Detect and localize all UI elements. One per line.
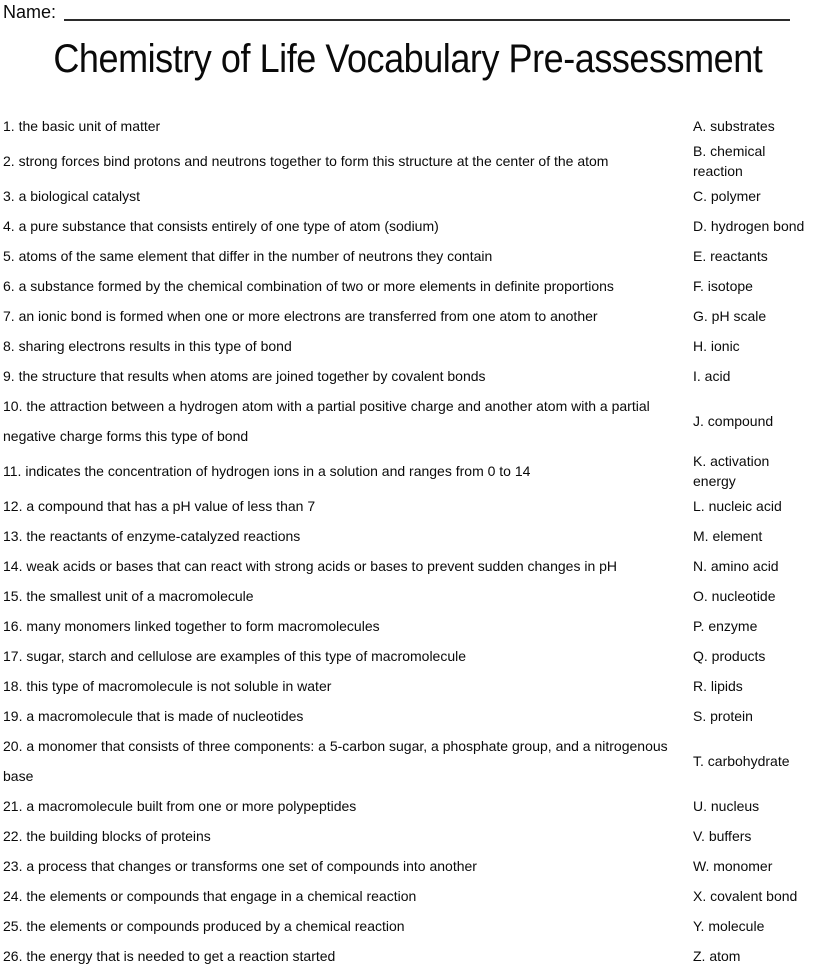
question-cell: [3, 611, 693, 641]
question-number: 10.: [3, 398, 23, 414]
answer-cell: [693, 791, 816, 821]
answer-term: element: [712, 528, 763, 544]
answer-cell: [693, 521, 816, 551]
answer-term: carbohydrate: [707, 753, 790, 769]
answer-term: amino acid: [710, 558, 779, 574]
question-number: 11.: [3, 463, 22, 479]
table-row: [3, 211, 816, 241]
question-number: 4.: [3, 218, 15, 234]
question-text: the reactants of enzyme-catalyzed reactions: [26, 528, 301, 544]
answer-letter: Q.: [693, 648, 708, 664]
question-number: 26.: [3, 948, 23, 964]
table-row: [3, 731, 816, 791]
answer-letter: D.: [693, 218, 707, 234]
answer-cell: [693, 451, 816, 491]
answer-letter: S.: [693, 708, 707, 724]
question-text: a biological catalyst: [18, 188, 140, 204]
answer-letter: R.: [693, 678, 707, 694]
table-row: [3, 451, 816, 491]
table-row: [3, 701, 816, 731]
answer-cell: [693, 551, 816, 581]
question-text: the elements or compounds that engage in a chemical reaction: [26, 888, 417, 904]
answer-letter: E.: [693, 248, 707, 264]
question-text: indicates the concentration of hydrogen ions in a solution and ranges from 0 to 14: [25, 463, 531, 479]
answer-cell: [693, 331, 816, 361]
table-row: [3, 851, 816, 881]
question-number: 15.: [3, 588, 23, 604]
answer-letter: V.: [693, 828, 705, 844]
answer-letter: X.: [693, 888, 707, 904]
question-cell: [3, 791, 693, 821]
name-label: Name:: [3, 2, 57, 22]
question-text: a macromolecule that is made of nucleotides: [26, 708, 304, 724]
question-cell: [3, 491, 693, 521]
question-cell: [3, 241, 693, 271]
answer-letter: Z.: [693, 948, 706, 964]
question-cell: [3, 211, 693, 241]
question-cell: [3, 911, 693, 941]
question-text: the building blocks of proteins: [26, 828, 211, 844]
answer-cell: [693, 181, 816, 211]
question-cell: [3, 731, 693, 791]
question-number: 7.: [3, 308, 15, 324]
answer-term: nucleus: [710, 798, 760, 814]
question-number: 21.: [3, 798, 23, 814]
question-text: a substance formed by the chemical combination of two or more elements in definite proportions: [18, 278, 614, 294]
question-text: the smallest unit of a macromolecule: [26, 588, 254, 604]
answer-letter: I.: [693, 368, 701, 384]
answer-cell: [693, 271, 816, 301]
answer-term: enzyme: [708, 618, 758, 634]
table-row: [3, 881, 816, 911]
question-number: 6.: [3, 278, 15, 294]
answer-letter: J.: [693, 413, 704, 429]
question-number: 17.: [3, 648, 23, 664]
answer-cell: [693, 641, 816, 671]
question-cell: [3, 941, 693, 971]
question-text: the attraction between a hydrogen atom with a partial positive charge and another atom with a partial negative charge forms this type of bond: [3, 398, 650, 444]
question-cell: [3, 181, 693, 211]
table-row: [3, 241, 816, 271]
answer-cell: [693, 581, 816, 611]
answer-letter: N.: [693, 558, 707, 574]
question-number: 20.: [3, 738, 23, 754]
answer-term: products: [711, 648, 766, 664]
table-row: [3, 611, 816, 641]
question-number: 18.: [3, 678, 23, 694]
question-text: weak acids or bases that can react with strong acids or bases to prevent sudden changes in pH: [26, 558, 618, 574]
answer-letter: C.: [693, 188, 707, 204]
table-row: [3, 581, 816, 611]
title-wrap: [0, 36, 816, 82]
question-cell: [3, 331, 693, 361]
question-text: the basic unit of matter: [18, 118, 161, 134]
answer-cell: [693, 611, 816, 641]
answer-cell: [693, 941, 816, 971]
answer-cell: [693, 391, 816, 451]
question-number: 19.: [3, 708, 23, 724]
question-number: 25.: [3, 918, 23, 934]
answer-cell: [693, 361, 816, 391]
answer-term: atom: [709, 948, 741, 964]
answer-cell: [693, 671, 816, 701]
question-text: the elements or compounds produced by a chemical reaction: [26, 918, 405, 934]
question-cell: [3, 111, 693, 141]
question-cell: [3, 271, 693, 301]
name-row: [0, 0, 816, 22]
matching-table: [3, 111, 816, 971]
question-cell: [3, 671, 693, 701]
answer-term: nucleotide: [711, 588, 776, 604]
answer-term: polymer: [710, 188, 761, 204]
question-cell: [3, 701, 693, 731]
answer-letter: O.: [693, 588, 708, 604]
answer-cell: [693, 111, 816, 141]
answer-cell: [693, 241, 816, 271]
table-row: [3, 331, 816, 361]
answer-cell: [693, 731, 816, 791]
table-row: [3, 911, 816, 941]
answer-cell: [693, 701, 816, 731]
answer-cell: [693, 211, 816, 241]
table-row: [3, 271, 816, 301]
question-cell: [3, 361, 693, 391]
page-title: Chemistry of Life Vocabulary Pre-assessment: [53, 37, 763, 81]
answer-cell: [693, 851, 816, 881]
answer-term: covalent bond: [710, 888, 798, 904]
answer-cell: [693, 491, 816, 521]
question-number: 12.: [3, 498, 23, 514]
answer-term: pH scale: [711, 308, 767, 324]
answer-letter: W.: [693, 858, 710, 874]
question-number: 16.: [3, 618, 23, 634]
answer-letter: K.: [693, 453, 707, 469]
question-text: strong forces bind protons and neutrons together to form this structure at the center of the atom: [18, 153, 609, 169]
answer-letter: P.: [693, 618, 705, 634]
question-number: 24.: [3, 888, 23, 904]
question-text: a compound that has a pH value of less than 7: [26, 498, 316, 514]
question-number: 23.: [3, 858, 23, 874]
answer-letter: F.: [693, 278, 704, 294]
question-text: a process that changes or transforms one set of compounds into another: [26, 858, 477, 874]
question-text: many monomers linked together to form macromolecules: [26, 618, 380, 634]
question-number: 13.: [3, 528, 23, 544]
answer-cell: [693, 911, 816, 941]
answer-letter: A.: [693, 118, 707, 134]
question-text: an ionic bond is formed when one or more electrons are transferred from one atom to another: [18, 308, 598, 324]
question-number: 3.: [3, 188, 15, 204]
answer-letter: Y.: [693, 918, 705, 934]
question-cell: [3, 451, 693, 491]
matching-table-body: [3, 111, 816, 971]
question-text: this type of macromolecule is not soluble in water: [26, 678, 332, 694]
question-number: 9.: [3, 368, 15, 384]
question-number: 22.: [3, 828, 23, 844]
question-cell: [3, 521, 693, 551]
table-row: [3, 791, 816, 821]
answer-letter: U.: [693, 798, 707, 814]
table-row: [3, 301, 816, 331]
question-cell: [3, 821, 693, 851]
question-cell: [3, 551, 693, 581]
table-row: [3, 181, 816, 211]
answer-term: protein: [710, 708, 753, 724]
question-text: a pure substance that consists entirely of one type of atom (sodium): [18, 218, 439, 234]
answer-term: lipids: [710, 678, 743, 694]
table-row: [3, 671, 816, 701]
answer-letter: T.: [693, 753, 704, 769]
answer-term: reactants: [710, 248, 768, 264]
answer-cell: [693, 141, 816, 181]
table-row: [3, 641, 816, 671]
answer-letter: H.: [693, 338, 707, 354]
question-cell: [3, 581, 693, 611]
question-text: atoms of the same element that differ in the number of neutrons they contain: [18, 248, 493, 264]
question-number: 1.: [3, 118, 15, 134]
table-row: [3, 111, 816, 141]
answer-term: molecule: [708, 918, 765, 934]
answer-term: chemical reaction: [693, 143, 766, 179]
question-cell: [3, 881, 693, 911]
question-cell: [3, 391, 693, 451]
name-blank-line: [64, 3, 790, 21]
table-row: [3, 821, 816, 851]
table-row: [3, 491, 816, 521]
question-text: a monomer that consists of three components: a 5-carbon sugar, a phosphate group, and a nitrogenous base: [3, 738, 668, 784]
answer-term: compound: [707, 413, 774, 429]
answer-term: substrates: [710, 118, 775, 134]
question-number: 14.: [3, 558, 23, 574]
answer-term: isotope: [707, 278, 753, 294]
question-cell: [3, 641, 693, 671]
question-text: sugar, starch and cellulose are examples of this type of macromolecule: [26, 648, 467, 664]
question-cell: [3, 301, 693, 331]
question-text: a macromolecule built from one or more polypeptides: [26, 798, 357, 814]
table-row: [3, 941, 816, 971]
table-row: [3, 521, 816, 551]
answer-term: monomer: [713, 858, 773, 874]
answer-term: hydrogen bond: [710, 218, 805, 234]
answer-term: buffers: [708, 828, 752, 844]
table-row: [3, 391, 816, 451]
answer-letter: L.: [693, 498, 705, 514]
table-row: [3, 361, 816, 391]
question-cell: [3, 851, 693, 881]
table-row: [3, 141, 816, 181]
question-number: 8.: [3, 338, 15, 354]
answer-term: activation energy: [693, 453, 770, 489]
answer-term: acid: [704, 368, 731, 384]
answer-term: ionic: [710, 338, 740, 354]
answer-letter: M.: [693, 528, 709, 544]
answer-cell: [693, 821, 816, 851]
question-number: 2.: [3, 153, 15, 169]
answer-letter: B.: [693, 143, 707, 159]
answer-letter: G.: [693, 308, 708, 324]
question-text: the energy that is needed to get a reaction started: [26, 948, 336, 964]
table-row: [3, 551, 816, 581]
question-cell: [3, 141, 693, 181]
answer-cell: [693, 881, 816, 911]
question-number: 5.: [3, 248, 15, 264]
question-text: sharing electrons results in this type of bond: [18, 338, 292, 354]
answer-term: nucleic acid: [708, 498, 782, 514]
question-text: the structure that results when atoms are joined together by covalent bonds: [18, 368, 486, 384]
answer-cell: [693, 301, 816, 331]
